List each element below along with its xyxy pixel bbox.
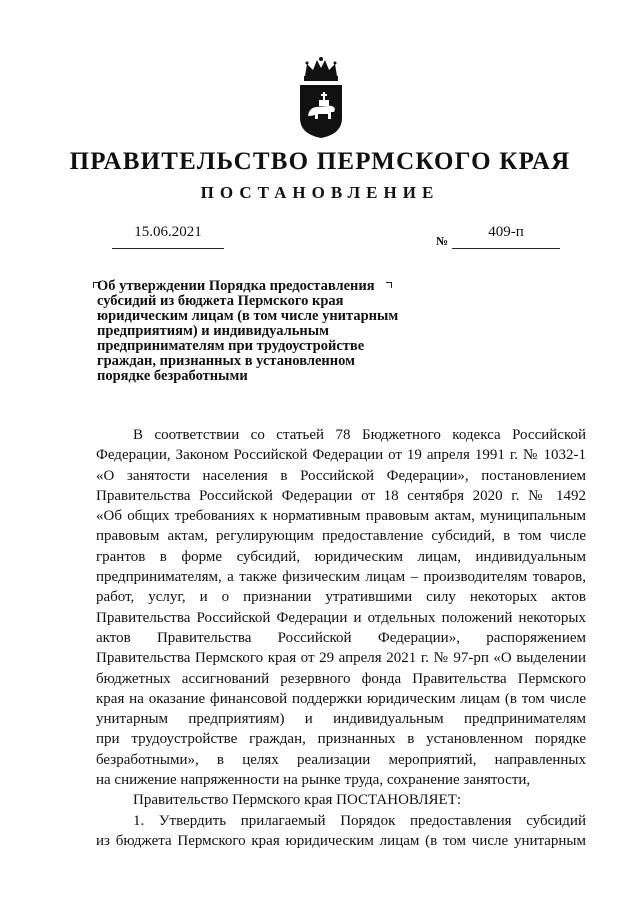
body-line: В соответствии со статьей 78 Бюджетного кодекса Российской [133, 427, 586, 443]
subject-line: порядке безработными [97, 368, 248, 384]
document-subject [97, 279, 427, 384]
subject-line: граждан, признанных в установленном [97, 353, 355, 369]
clause-line: 1. Утвердить прилагаемый Порядок предоставления субсидий [133, 812, 586, 829]
body-line: края на оказание финансовой поддержки юридическим лицам (в том числе [96, 690, 586, 707]
body-line: работ, услуг, и о признании утратившими силу некоторых актов [96, 589, 586, 606]
subject-line: предприятиям) и индивидуальным [97, 323, 329, 339]
body-line: бюджетных ассигнований резервного фонда Правительства Пермского [96, 670, 586, 687]
subject-line: предпринимателям при трудоустройстве [97, 338, 365, 354]
document-date: 15.06.2021 [134, 224, 202, 240]
body-line: унитарным предприятиям) и индивидуальным предпринимателям [96, 711, 586, 728]
number-underline [452, 248, 560, 249]
subject-line: Об утверждении Порядка предоставления [97, 278, 375, 294]
body-line: правовым актам, регулирующим предоставление субсидий, в том числе [96, 528, 586, 545]
body-line: безработными», в целях реализации мероприятий, направленных [96, 751, 586, 768]
body-line: Правительства Пермского края от 29 апреля 2021 г. № 97-рп «О выделении [96, 650, 586, 667]
subject-line: субсидий из бюджета Пермского края [97, 293, 344, 309]
body-line: Федерации, Законом Российской Федерации от 19 апреля 1991 г. № 1032-1 [96, 447, 586, 464]
clause-line: из бюджета Пермского края юридическим лицам (в том числе унитарным [96, 832, 586, 849]
body-line: предпринимателям, а также физическим лицам – производителям товаров, [96, 569, 586, 586]
body-line: Правительства Российской Федерации и отдельных положений некоторых [96, 609, 586, 626]
coat-of-arms-icon [296, 56, 346, 140]
body-line: на снижение напряженности на рынке труда, сохранение занятости, [96, 772, 531, 789]
body-line: грантов в форме субсидий, юридическим лицам, индивидуальным [96, 548, 586, 565]
number-sign: № [436, 234, 449, 248]
document-body [96, 425, 586, 851]
body-line: Правительства Российской Федерации от 18 сентября 2020 г. № 1492 [96, 487, 586, 504]
resolution-line: Правительство Пермского края ПОСТАНОВЛЯЕТ: [133, 792, 462, 809]
body-line: «О занятости населения в Российской Федерации», постановлением [96, 467, 586, 484]
body-line: при трудоустройстве граждан, признанных в установленном порядке [96, 731, 586, 748]
body-line: актов Правительства Российской Федерации», распоряжением [96, 629, 586, 646]
document-type: ПОСТАНОВЛЕНИЕ [200, 183, 440, 202]
body-line: «Об общих требованиях к нормативным правовым актам, муниципальным [96, 508, 586, 525]
document-number: 409-п [488, 224, 524, 240]
organization-title: ПРАВИТЕЛЬСТВО ПЕРМСКОГО КРАЯ [69, 148, 571, 175]
date-underline [112, 248, 224, 249]
subject-line: юридическим лицам (в том числе унитарным [97, 308, 399, 324]
